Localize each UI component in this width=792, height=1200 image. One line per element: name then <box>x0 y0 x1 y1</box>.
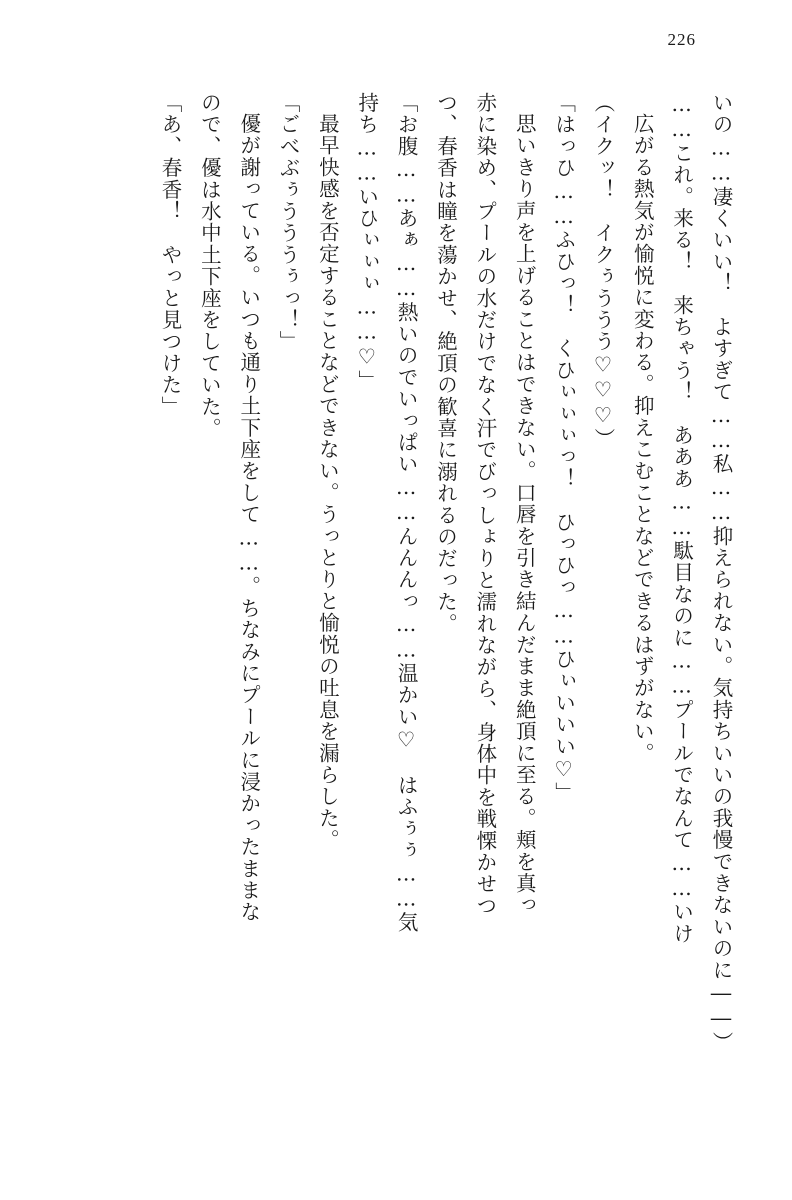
paragraph: 広がる熱気が愉悦に変わる。抑えこむことなどできるはずがない。 <box>630 112 655 764</box>
paragraph: つ、春香は瞳を蕩かせ、絶頂の歓喜に溺れるのだった。 <box>433 92 458 635</box>
paragraph: 「お腹……あぁ……熱いのでいっぱい……んんんっ……温かい♡ はふぅぅ……気 <box>394 92 419 934</box>
paragraph: 「ごべぶぅうううぅっ！」 <box>276 92 301 353</box>
paragraph: ので、優は水中土下座をしていた。 <box>197 92 222 440</box>
paragraph: 持ち……いひぃぃぃ……♡」 <box>354 92 379 392</box>
paragraph: 赤に染め、プールの水だけでなく汗でびっしょりと濡れながら、身体中を戦慄かせつ <box>472 92 497 917</box>
paragraph: 「あ、春香！ やっと見つけた」 <box>157 92 182 418</box>
paragraph: 最早快感を否定することなどできない。うっとりと愉悦の吐息を漏らした。 <box>315 112 340 851</box>
page-number: 226 <box>667 30 696 49</box>
paragraph: 優が謝っている。いつも通り土下座をして……。ちなみにプールに浸かったままな <box>236 112 261 923</box>
paragraph: 思いきり声を上げることはできない。口唇を引き結んだまま絶頂に至る。頬を真っ <box>512 112 537 916</box>
page-body-text <box>40 92 740 1160</box>
paragraph: いの……凄くいい！ よすぎて……私……抑えられない。気持ちいいの我慢できないのに――） <box>709 92 733 1054</box>
paragraph: （イクッ！ イクぅううう♡♡♡） <box>590 92 615 450</box>
paragraph: ……これ。来る！ 来ちゃう！ あああ……駄目なのに……プールでなんて……いけ <box>669 92 694 945</box>
paragraph: 「はっひ……ふひっ！ くひぃぃぃっ！ ひっひっ……ひぃいいい♡」 <box>551 92 576 804</box>
